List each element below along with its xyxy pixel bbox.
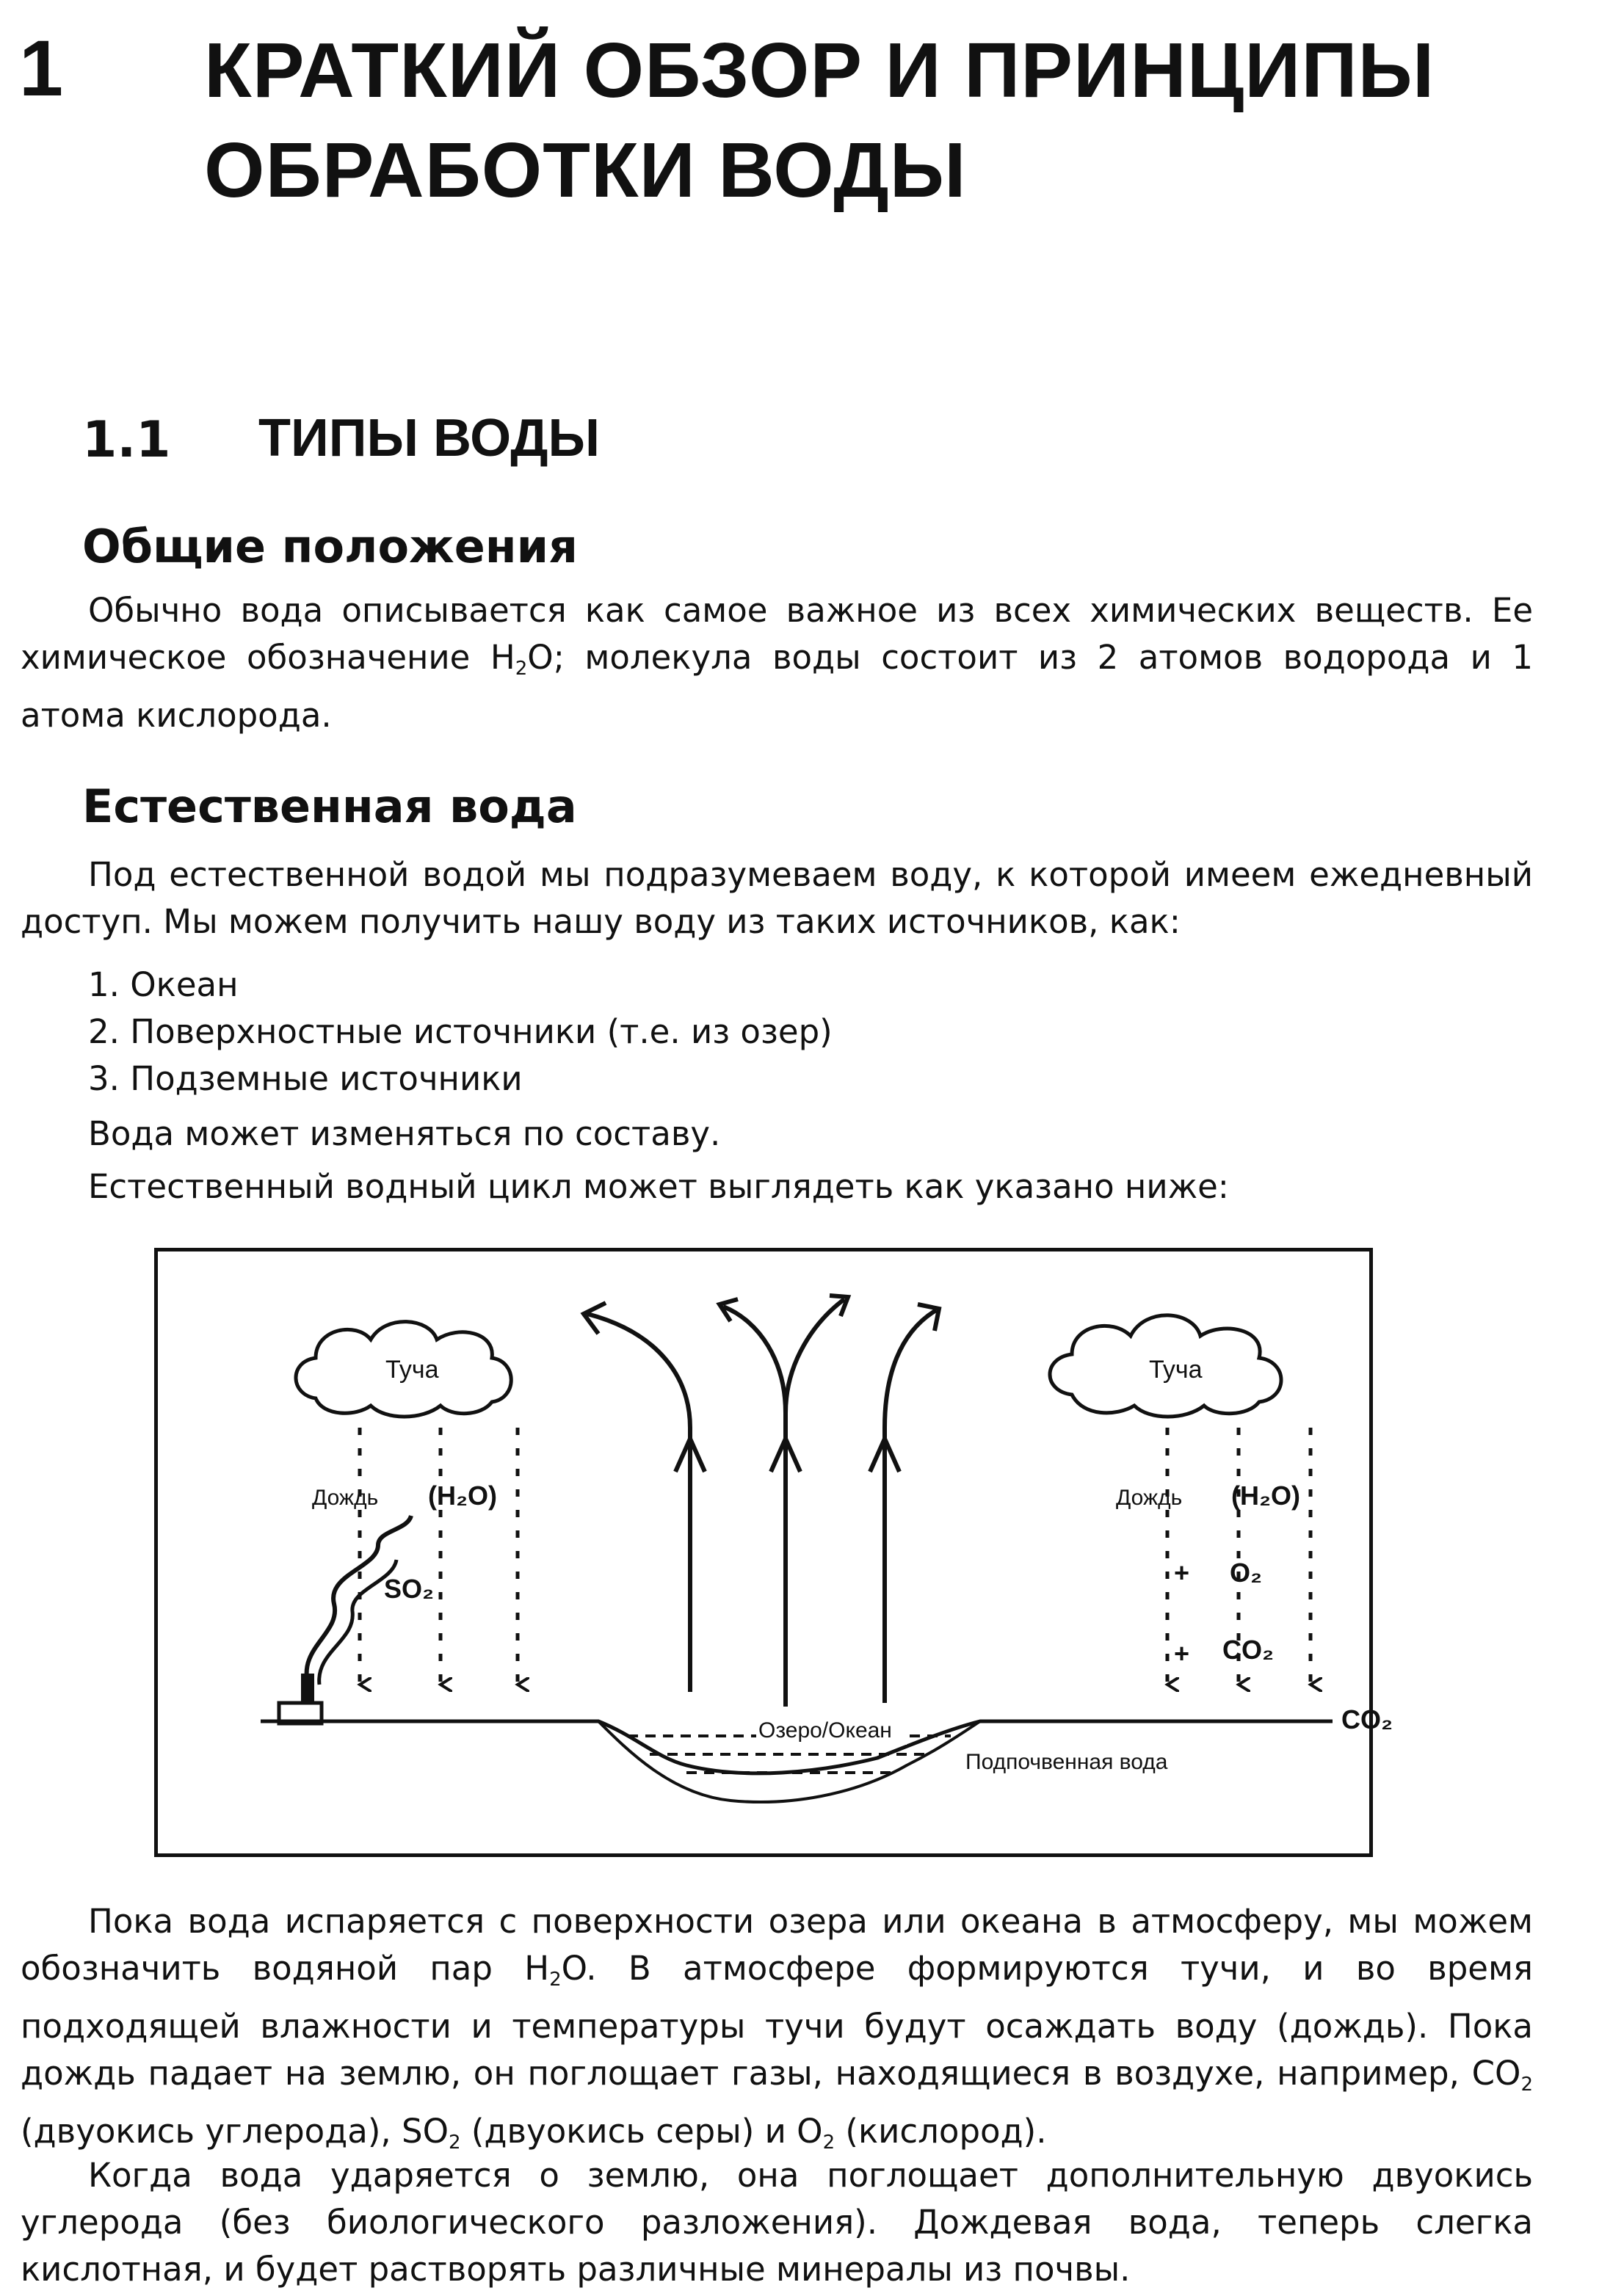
sources-list xyxy=(88,962,833,1102)
cycle-intro: Естественный водный цикл может выглядеть как указано ниже: xyxy=(88,1167,1229,1206)
rain-left-label: Дождь xyxy=(312,1486,379,1510)
natural-text: Под естественной водой мы подразумеваем воду, к которой имеем ежедневный доступ. Мы можем получить нашу воду из таких источников, как: xyxy=(21,855,1533,941)
list-item: 2. Поверхностные источники (т.е. из озер) xyxy=(88,1012,833,1051)
chapter-title: КРАТКИЙ ОБЗОР И ПРИНЦИПЫ ОБРАБОТКИ ВОДЫ xyxy=(204,27,1435,214)
paragraph-ground xyxy=(21,2152,1533,2293)
water-cycle-diagram xyxy=(154,1248,1393,1857)
cloud-right-label: Туча xyxy=(1149,1356,1203,1384)
list-item: 3. Подземные источники xyxy=(88,1059,523,1098)
paragraph-general xyxy=(21,587,1533,739)
lake-label: Озеро/Океан xyxy=(758,1718,892,1743)
groundwater-label: Подпочвенная вода xyxy=(965,1750,1168,1774)
paragraph-natural-water xyxy=(21,851,1533,945)
evap-arrow-center-2 xyxy=(786,1299,844,1413)
heading-natural-water: Естественная вода xyxy=(82,780,577,833)
h2o-left-label: (H₂O) xyxy=(428,1481,497,1511)
co2-ground-label: CO₂ xyxy=(1341,1704,1393,1734)
plus-1: + xyxy=(1174,1558,1190,1588)
section-title: ТИПЫ ВОДЫ xyxy=(258,409,601,468)
general-text-b: O; молекула воды состоит из 2 атомов водорода и 1 атома кислорода. xyxy=(21,638,1534,735)
evap-text-3: (двуокись углерода), SO xyxy=(21,2112,449,2151)
list-item: 1. Океан xyxy=(88,965,239,1004)
evap-arrow-center xyxy=(723,1307,786,1707)
evap-sub-3: 2 xyxy=(449,2132,461,2154)
evap-sub-2: 2 xyxy=(1520,2074,1533,2096)
co2-mid-label: CO₂ xyxy=(1222,1635,1274,1665)
evap-text-5: (кислород). xyxy=(835,2112,1047,2151)
general-text-a: Обычно вода описывается как самое важное из всех химических веществ. Ее химическое обозначение H xyxy=(21,591,1533,677)
so2-label: SO₂ xyxy=(384,1574,435,1604)
plus-2: + xyxy=(1174,1638,1190,1668)
section-number: 1.1 xyxy=(82,411,171,469)
ground-text: Когда вода ударяется о землю, она поглощает дополнительную двуокись углерода (без биологического разложения). Дождевая вода, теперь слегка кислотная, и будет растворять различные минералы из почвы. xyxy=(21,2156,1533,2289)
chapter-number: 1 xyxy=(19,23,65,112)
evap-text-4: (двуокись серы) и O xyxy=(460,2112,823,2151)
heading-general: Общие положения xyxy=(82,520,578,573)
composition-note: Вода может изменяться по составу. xyxy=(88,1114,721,1153)
evap-arrow-right xyxy=(885,1310,936,1703)
cloud-left-label: Туча xyxy=(385,1356,439,1384)
water-cycle-svg xyxy=(158,1251,1393,1853)
h2o-right-label: (H₂O) xyxy=(1231,1481,1300,1511)
evap-text-2: O. В атмосфере формируются тучи, и во время подходящей влажности и температуры тучи будут осаждать воду (дождь). Пока дождь падает на землю, он поглощает газы, находящиеся в воздухе, например, CO xyxy=(21,1949,1533,2093)
rain-right-label: Дождь xyxy=(1116,1486,1183,1510)
o2-label: O₂ xyxy=(1230,1558,1262,1588)
evap-sub-4: 2 xyxy=(822,2132,835,2154)
evap-text-1: Пока вода испаряется с поверхности озера или океана в атмосферу, мы можем обозначить водяной пар H xyxy=(21,1902,1533,1988)
paragraph-evaporation xyxy=(21,1898,1533,2166)
general-sub: 2 xyxy=(515,658,528,680)
evap-sub-1: 2 xyxy=(549,1969,562,1991)
evap-arrow-left xyxy=(587,1314,690,1692)
